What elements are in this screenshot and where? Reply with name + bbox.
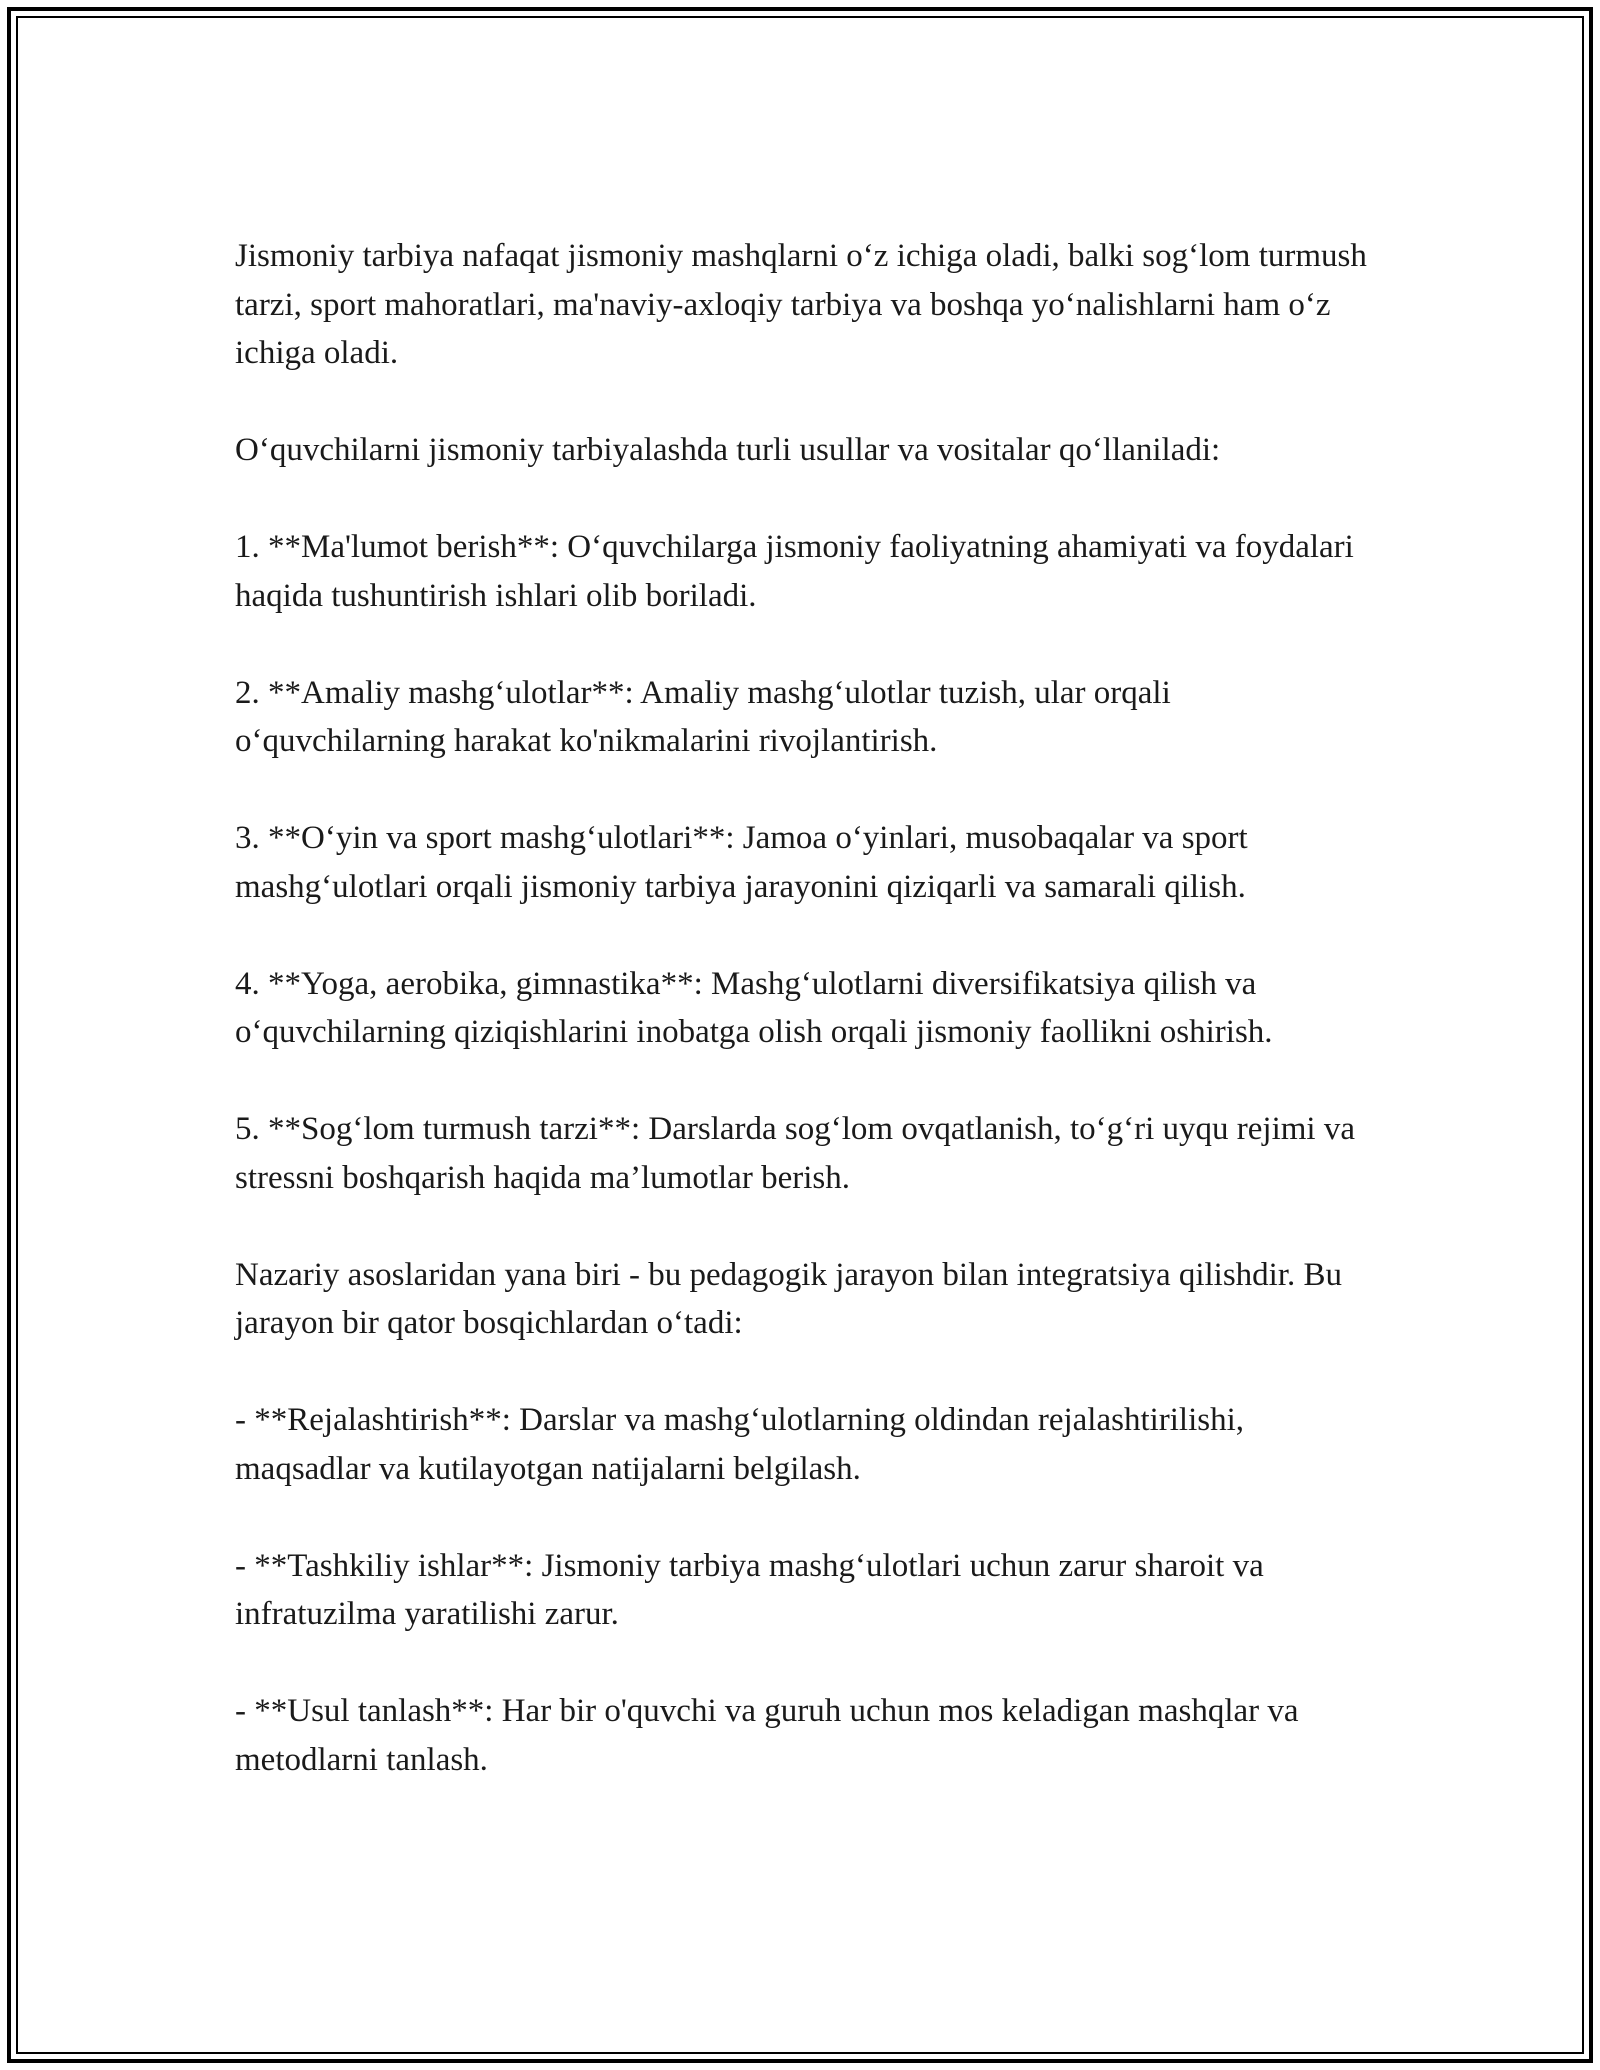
list-item: 3. **O‘yin va sport mashg‘ulotlari**: Jamoa o‘yinlari, musobaqalar va sport mashg‘ulotlari orqali jismoniy tarbiya jarayonini qiziqarli va samarali qilish.	[235, 820, 1248, 905]
methods-intro-paragraph: O‘quvchilarni jismoniy tarbiyalashda turli usullar va vositalar qo‘llaniladi:	[235, 432, 1221, 468]
list-item: 1. **Ma'lumot berish**: O‘quvchilarga jismoniy faoliyatning ahamiyati va foydalari haqida tushuntirish ishlari olib boriladi.	[235, 529, 1354, 614]
stage-item: - **Rejalashtirish**: Darslar va mashg‘ulotlarning oldindan rejalashtirilishi, maqsadlar va kutilayotgan natijalarni belgilash.	[235, 1402, 1245, 1487]
list-item: 2. **Amaliy mashg‘ulotlar**: Amaliy mashg‘ulotlar tuzish, ular orqali o‘quvchilarning harakat ko'nikmalarini rivojlantirish.	[235, 674, 1171, 759]
stage-item: - **Usul tanlash**: Har bir o'quvchi va guruh uchun mos keladigan mashqlar va metodlarni tanlash.	[235, 1693, 1299, 1778]
stage-item: - **Tashkiliy ishlar**: Jismoniy tarbiya mashg‘ulotlari uchun zarur sharoit va infratuzilma yaratilishi zarur.	[235, 1547, 1264, 1632]
document-body	[235, 232, 1385, 1833]
intro-paragraph: Jismoniy tarbiya nafaqat jismoniy mashqlarni o‘z ichiga oladi, balki sog‘lom turmush tarzi, sport mahoratlari, ma'naviy-axloqiy tarbiya va boshqa yo‘nalishlarni ham o‘z ichiga oladi.	[235, 238, 1367, 371]
list-item: 5. **Sog‘lom turmush tarzi**: Darslarda sog‘lom ovqatlanish, to‘g‘ri uyqu rejimi va stressni boshqarish haqida ma’lumotlar berish.	[235, 1111, 1355, 1196]
list-item: 4. **Yoga, aerobika, gimnastika**: Mashg‘ulotlarni diversifikatsiya qilish va o‘quvchilarning qiziqishlarini inobatga olish orqali jismoniy faollikni oshirish.	[235, 965, 1273, 1050]
integration-paragraph: Nazariy asoslaridan yana biri - bu pedagogik jarayon bilan integratsiya qilishdir. Bu jarayon bir qator bosqichlardan o‘tadi:	[235, 1256, 1343, 1341]
